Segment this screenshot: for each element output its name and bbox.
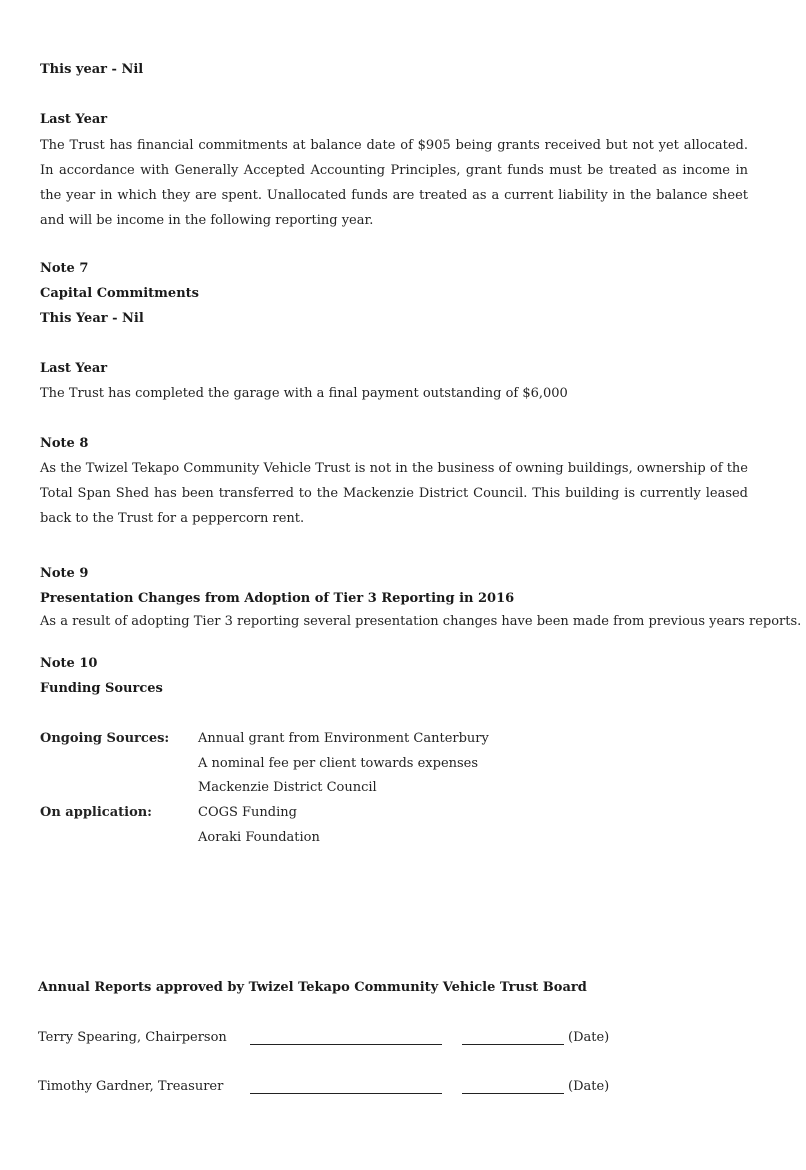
signature-line — [250, 1093, 442, 1094]
date-line — [462, 1093, 564, 1094]
ongoing-source-item: A nominal fee per client towards expenses — [198, 756, 479, 771]
note-9-title: Presentation Changes from Adoption of Tier 3 Reporting in 2016 — [40, 591, 515, 606]
date-label: (Date) — [568, 1079, 610, 1094]
this-year-nil: This year - Nil — [40, 62, 144, 77]
note-7-heading: Note 7 — [40, 261, 89, 276]
signature-line — [250, 1044, 442, 1045]
ongoing-source-item: Annual grant from Environment Canterbury — [198, 731, 489, 746]
signatory-name-chairperson: Terry Spearing, Chairperson — [38, 1030, 227, 1045]
application-source-item: COGS Funding — [198, 805, 297, 820]
note-8-heading: Note 8 — [40, 436, 89, 451]
ongoing-sources-label: Ongoing Sources: — [40, 731, 170, 746]
last-year-heading: Last Year — [40, 112, 108, 127]
note-9-heading: Note 9 — [40, 566, 89, 581]
on-application-label: On application: — [40, 805, 152, 820]
last-year-paragraph: The Trust has financial commitments at balance date of $905 being grants received but not yet allocated. In accordance with Generally Accepted Accounting Principles, grant funds must be treated as income in the year in which they are spent. Unallocated funds are treated as a current liability in the balance sheet and will be income in the following reporting year. — [40, 138, 748, 228]
note-7-last-year-heading: Last Year — [40, 361, 108, 376]
note-8-paragraph: As the Twizel Tekapo Community Vehicle Trust is not in the business of owning buildings, ownership of the Total Span Shed has been transferred to the Mackenzie District Council. This building is currently leased back to the Trust for a peppercorn rent. — [40, 461, 748, 526]
note-9-text: As a result of adopting Tier 3 reporting several presentation changes have been made from previous years reports. — [40, 614, 802, 629]
ongoing-source-item: Mackenzie District Council — [198, 780, 377, 795]
date-line — [462, 1044, 564, 1045]
date-label: (Date) — [568, 1030, 610, 1045]
note-10-title: Funding Sources — [40, 681, 163, 696]
note-7-this-year: This Year - Nil — [40, 311, 144, 326]
signatory-name-treasurer: Timothy Gardner, Treasurer — [38, 1079, 224, 1094]
note-7-last-year-text: The Trust has completed the garage with a final payment outstanding of $6,000 — [40, 386, 568, 401]
approval-heading: Annual Reports approved by Twizel Tekapo Community Vehicle Trust Board — [38, 980, 587, 995]
note-10-heading: Note 10 — [40, 656, 98, 671]
application-source-item: Aoraki Foundation — [198, 830, 320, 845]
note-7-title: Capital Commitments — [40, 286, 199, 301]
